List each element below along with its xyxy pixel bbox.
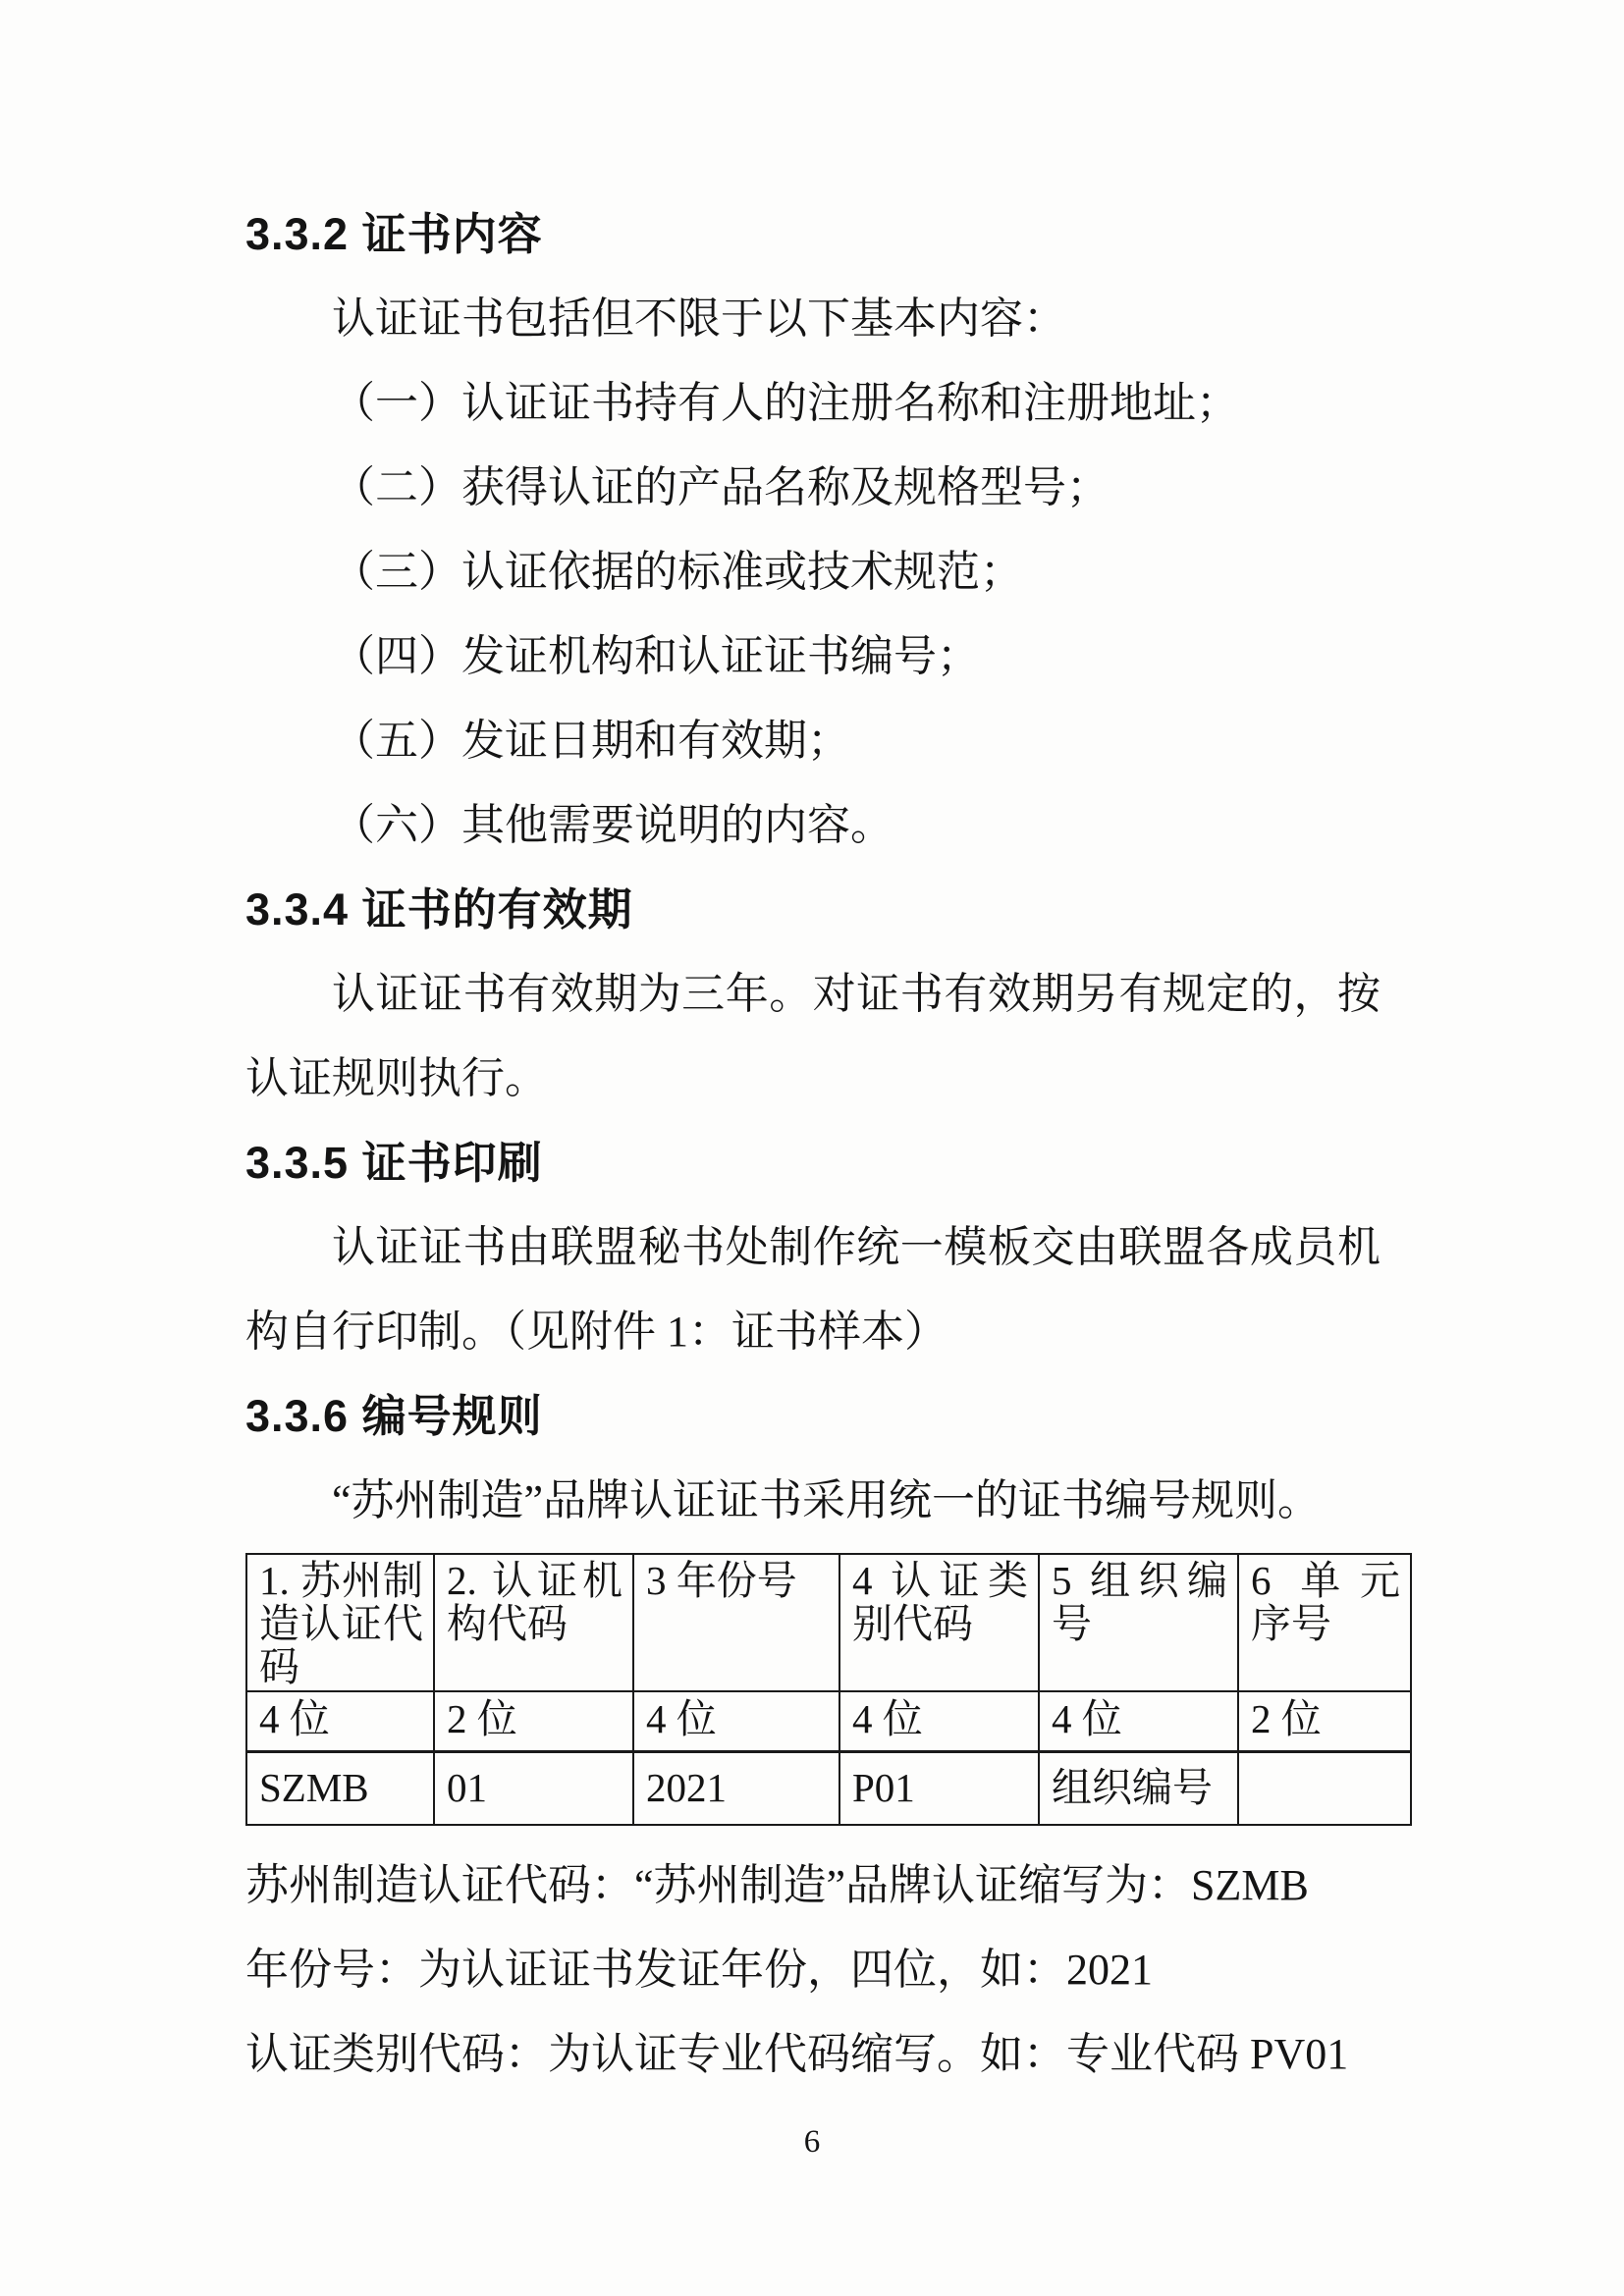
table-cell-example-1: SZMB (246, 1752, 434, 1826)
page-content (245, 192, 1400, 2097)
list-item-4: （四）发证机构和认证证书编号； (332, 632, 980, 680)
list-item-3: （三）认证依据的标准或技术规范； (332, 548, 1023, 596)
table-cell-digits-5: 4 位 (1039, 1691, 1238, 1752)
list-item-6: （六）其他需要说明的内容。 (332, 801, 893, 849)
list-item-5: （五）发证日期和有效期； (332, 717, 850, 765)
section-heading-3-3-2: 3.3.2 证书内容 (245, 209, 543, 259)
table-row-columns (246, 1554, 1411, 1691)
table-cell-example-5: 组织编号 (1039, 1752, 1238, 1826)
table-cell-digits-1: 4 位 (246, 1691, 434, 1752)
numbering-notes (245, 1843, 1380, 2097)
section-heading-3-3-4: 3.3.4 证书的有效期 (245, 884, 633, 934)
table-cell-digits-4: 4 位 (839, 1691, 1039, 1752)
table-cell-example-3: 2021 (633, 1752, 839, 1826)
table-cell-col-1: 1. 苏州制造认证代码 (246, 1554, 434, 1691)
section-3-3-6-body: “苏州制造”品牌认证证书采用统一的证书编号规则。 (332, 1476, 1322, 1524)
table-cell-digits-2: 2 位 (434, 1691, 633, 1752)
section-3-3-2-intro: 认证证书包括但不限于以下基本内容： (332, 294, 1066, 343)
section-heading-3-3-6: 3.3.6 编号规则 (245, 1391, 543, 1441)
list-item-1: （一）认证证书持有人的注册名称和注册地址； (332, 379, 1239, 427)
table-cell-digits-6: 2 位 (1238, 1691, 1411, 1752)
table-cell-col-6: 6 单元序号 (1238, 1554, 1411, 1691)
table-row-digits (246, 1691, 1411, 1752)
section-3-3-5-body: 认证证书由联盟秘书处制作统一模板交由联盟各成员机构自行印制。（见附件 1：证书样本） (245, 1223, 1380, 1356)
table-cell-digits-3: 4 位 (633, 1691, 839, 1752)
note-year-number: 年份号：为认证证书发证年份，四位，如：2021 (245, 1946, 1153, 1994)
section-3-3-4-body: 认证证书有效期为三年。对证书有效期另有规定的，按认证规则执行。 (245, 970, 1380, 1102)
table-cell-example-4: P01 (839, 1752, 1039, 1826)
page-number: 6 (803, 2124, 821, 2160)
table-cell-example-2: 01 (434, 1752, 633, 1826)
certificate-numbering-table (245, 1553, 1412, 1826)
note-category-code: 认证类别代码：为认证专业代码缩写。如：专业代码 PV01 (245, 2030, 1349, 2078)
section-heading-3-3-5: 3.3.5 证书印刷 (245, 1138, 543, 1188)
table-cell-col-4: 4 认证类别代码 (839, 1554, 1039, 1691)
table-cell-col-5: 5 组织编号 (1039, 1554, 1238, 1691)
list-item-2: （二）获得认证的产品名称及规格型号； (332, 463, 1110, 511)
table-cell-col-2: 2. 认证机构代码 (434, 1554, 633, 1691)
table-cell-example-6 (1238, 1752, 1411, 1826)
table-cell-col-3: 3 年份号 (633, 1554, 839, 1691)
table-row-example (246, 1752, 1411, 1826)
note-szmb-code: 苏州制造认证代码：“苏州制造”品牌认证缩写为：SZMB (245, 1861, 1309, 1909)
